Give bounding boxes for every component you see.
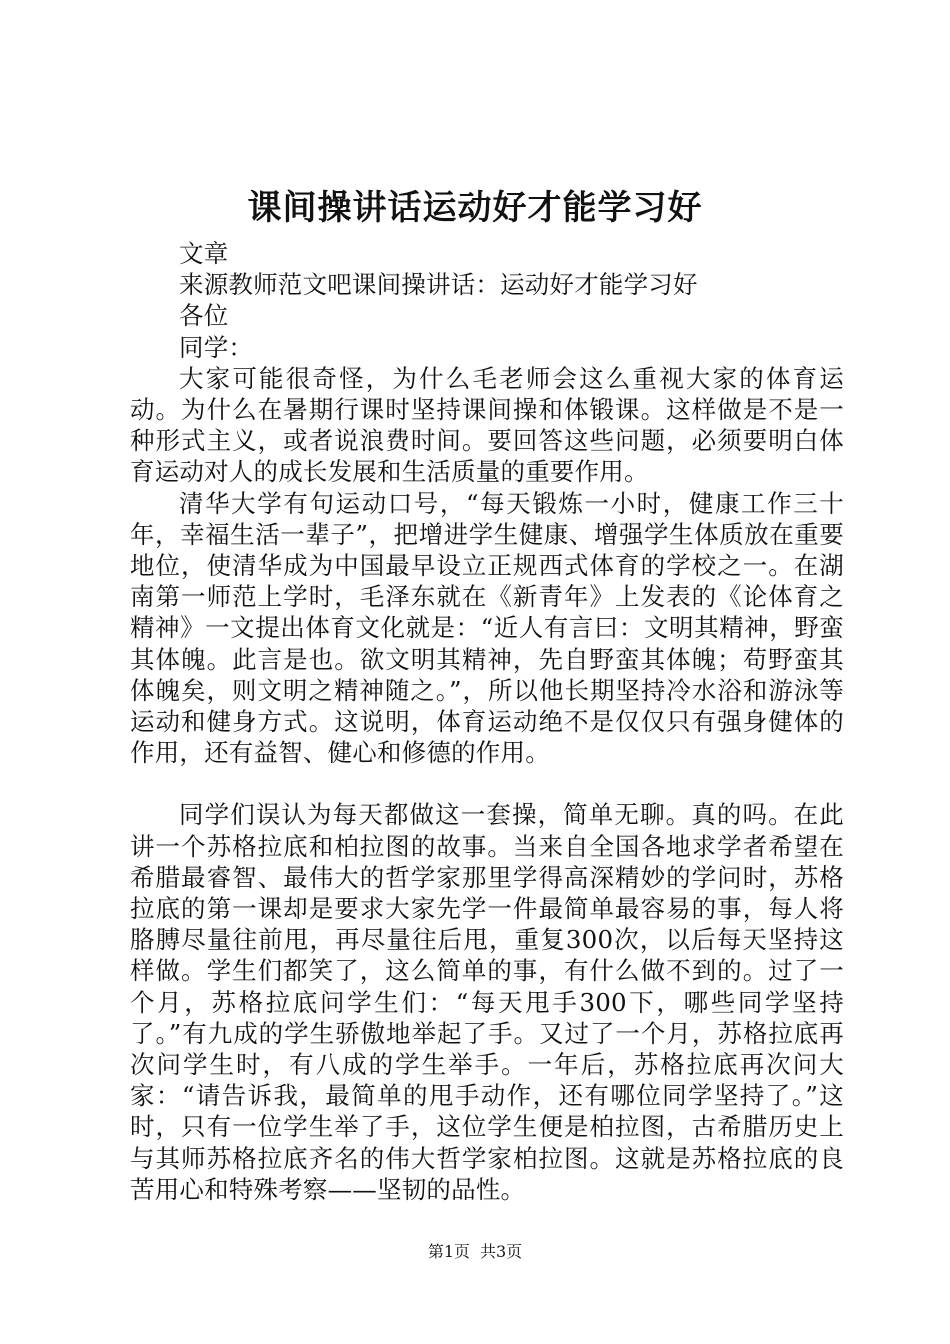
body-paragraph: 同学们误认为每天都做这一套操，简单无聊。真的吗。在此讲一个苏格拉底和柏拉图的故事。当来自全国各地求学者希望在希腊最睿智、最伟大的哲学家那里学得高深精妙的学问时，苏格拉底的第一课却是要求大家先学一件最简单最容易的事，每人将胳膊尽量往前甩，再尽量往后甩，重复300次，以后每天坚持这样做。学生们都笑了，这么简单的事，有什么做不到的。过了一个月，苏格拉底问学生们：“每天甩手300下，哪些同学坚持了。”有九成的学生骄傲地举起了手。又过了一个月，苏格拉底再次问学生时，有八成的学生举手。一年后，苏格拉底再次问大家：“请告诉我，最简单的甩手动作，还有哪位同学坚持了。”这时，只有一位学生举了手，这位学生便是柏拉图，古希腊历史上与其师苏格拉底齐名的伟大哲学家柏拉图。这就是苏格拉底的良苦用心和特殊考察——坚韧的品性。 <box>130 800 844 1204</box>
source-line: 来源教师范文吧课间操讲话：运动好才能学习好 <box>179 270 698 300</box>
body-paragraph: 大家可能很奇怪，为什么毛老师会这么重视大家的体育运动。为什么在暑期行课时坚持课间操和体锻课。这样做是不是一种形式主义，或者说浪费时间。要回答这些问题，必须要明白体育运动对人的成长发展和生活质量的重要作用。 <box>130 363 844 487</box>
source-line: 文章 <box>179 239 229 268</box>
page-footer <box>0 1240 950 1264</box>
document-body <box>130 238 844 1205</box>
greeting-line: 同学： <box>179 332 254 362</box>
page-number: 第1页 <box>427 1242 470 1261</box>
greeting-line: 各位 <box>179 301 229 331</box>
document-title: 课间操讲话运动好才能学习好 <box>247 188 703 228</box>
body-paragraph: 清华大学有句运动口号，“每天锻炼一小时，健康工作三十年，幸福生活一辈子”，把增进学生健康、增强学生体质放在重要地位，使清华成为中国最早设立正规西式体育的学校之一。在湖南第一师范上学时，毛泽东就在《新青年》上发表的《论体育之精神》一文提出体育文化就是：“近人有言曰：文明其精神，野蛮其体魄。此言是也。欲文明其精神，先自野蛮其体魄；苟野蛮其体魄矣，则文明之精神随之。”，所以他长期坚持冷水浴和游泳等运动和健身方式。这说明，体育运动绝不是仅仅只有强身健体的作用，还有益智、健心和修德的作用。 <box>130 488 844 768</box>
page-total: 共3页 <box>480 1242 523 1261</box>
